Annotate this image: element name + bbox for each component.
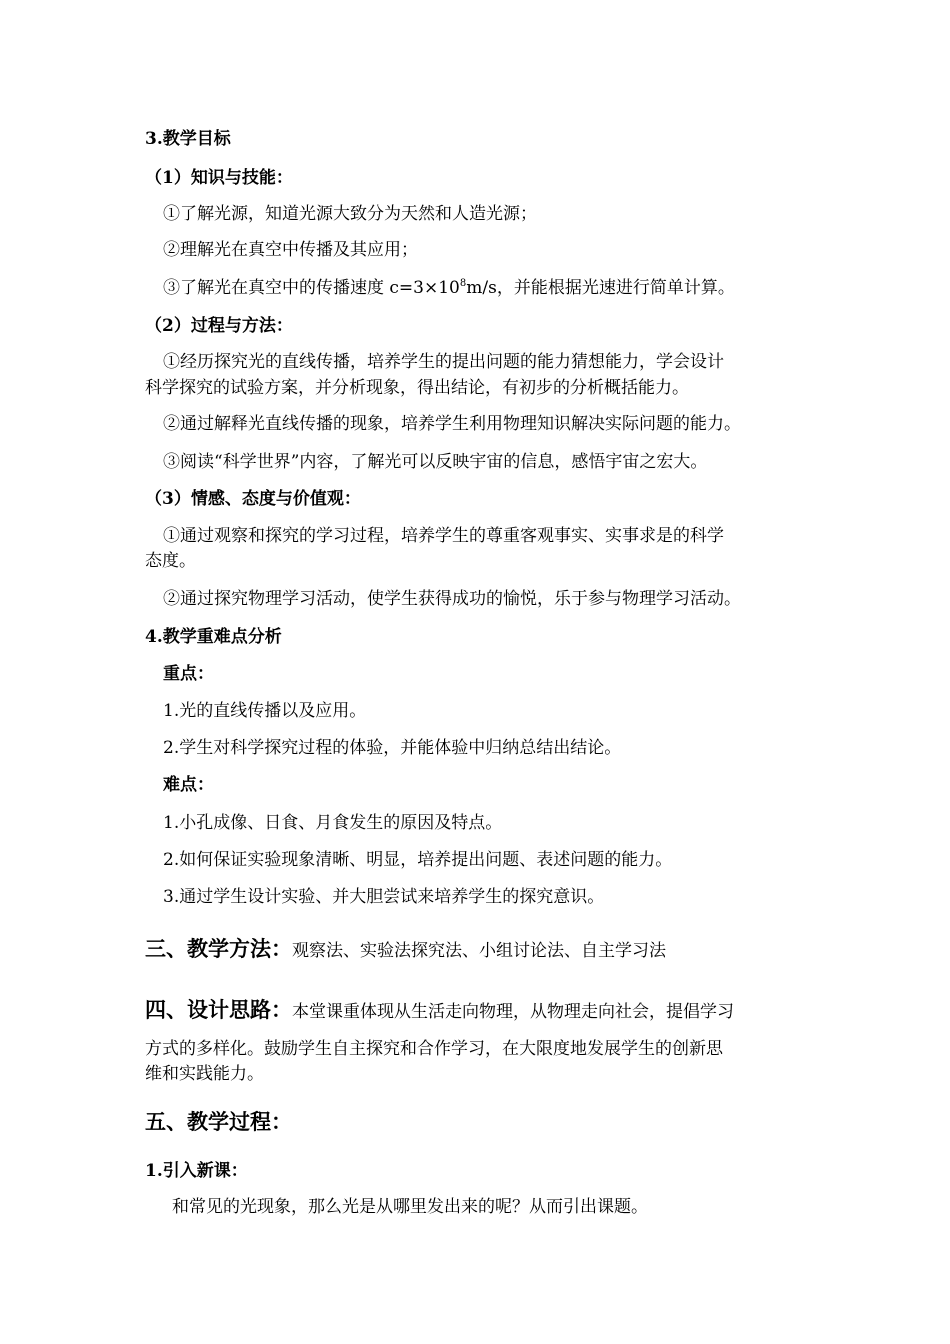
section-3-heading: 3.教学目标 [145, 129, 231, 149]
design-idea-section [145, 998, 734, 1024]
knowledge-item-3-exponent: 8 [459, 278, 467, 289]
knowledge-item-3-post: m/s，并能根据光速进行简单计算。 [466, 278, 735, 298]
design-idea-text-2: 方式的多样化。鼓励学生自主探究和合作学习，在大限度地发展学生的创新思 [145, 1039, 723, 1059]
design-idea-text-3: 维和实践能力。 [145, 1064, 264, 1084]
design-idea-heading: 四、设计思路： [145, 997, 292, 1022]
emotion-item-1-line-1: ①通过观察和探究的学习过程，培养学生的尊重客观事实、实事求是的科学 [163, 526, 724, 546]
process-item-2: ②通过解释光直线传播的现象，培养学生利用物理知识解决实际问题的能力。 [163, 414, 741, 434]
process-item-1-line-2: 科学探究的试验方案，并分析现象，得出结论，有初步的分析概括能力。 [145, 378, 689, 398]
section-4-heading: 4.教学重难点分析 [145, 627, 282, 647]
difficult-points-label: 难点： [163, 775, 214, 795]
process-method-heading: （2）过程与方法： [145, 316, 293, 336]
teaching-method-text: 观察法、实验法探究法、小组讨论法、自主学习法 [292, 941, 666, 961]
knowledge-skills-heading: （1）知识与技能： [145, 168, 293, 188]
emotion-item-2: ②通过探究物理学习活动，使学生获得成功的愉悦，乐于参与物理学习活动。 [163, 589, 741, 609]
knowledge-item-3-pre: ③了解光在真空中的传播速度 c=3×10 [163, 278, 460, 298]
knowledge-item-1: ①了解光源，知道光源大致分为天然和人造光源； [163, 204, 537, 224]
process-item-3: ③阅读“科学世界”内容，了解光可以反映宇宙的信息，感悟宇宙之宏大。 [163, 452, 708, 472]
difficult-point-1: 1.小孔成像、日食、月食发生的原因及特点。 [163, 813, 503, 833]
intro-new-lesson-text: 和常见的光现象，那么光是从哪里发出来的呢？从而引出课题。 [172, 1197, 648, 1217]
emotion-attitude-heading: （3）情感、态度与价值观： [145, 489, 361, 509]
design-idea-text-1: 本堂课重体现从生活走向物理，从物理走向社会，提倡学习 [292, 1002, 734, 1022]
key-point-1: 1.光的直线传播以及应用。 [163, 701, 367, 721]
teaching-method-heading: 三、教学方法： [145, 936, 292, 961]
teaching-method-section [145, 937, 666, 963]
process-item-1-line-1: ①经历探究光的直线传播，培养学生的提出问题的能力猜想能力，学会设计 [163, 352, 724, 372]
difficult-point-3: 3.通过学生设计实验、并大胆尝试来培养学生的探究意识。 [163, 887, 605, 907]
key-point-2: 2.学生对科学探究过程的体验，并能体验中归纳总结出结论。 [163, 738, 622, 758]
difficult-point-2: 2.如何保证实验现象清晰、明显，培养提出问题、表述问题的能力。 [163, 850, 673, 870]
intro-new-lesson-heading: 1.引入新课： [145, 1161, 248, 1181]
knowledge-item-3 [163, 278, 735, 298]
knowledge-item-2: ②理解光在真空中传播及其应用； [163, 240, 418, 260]
key-points-label: 重点： [163, 664, 214, 684]
teaching-process-heading: 五、教学过程： [145, 1109, 292, 1134]
emotion-item-1-line-2: 态度。 [145, 551, 196, 571]
